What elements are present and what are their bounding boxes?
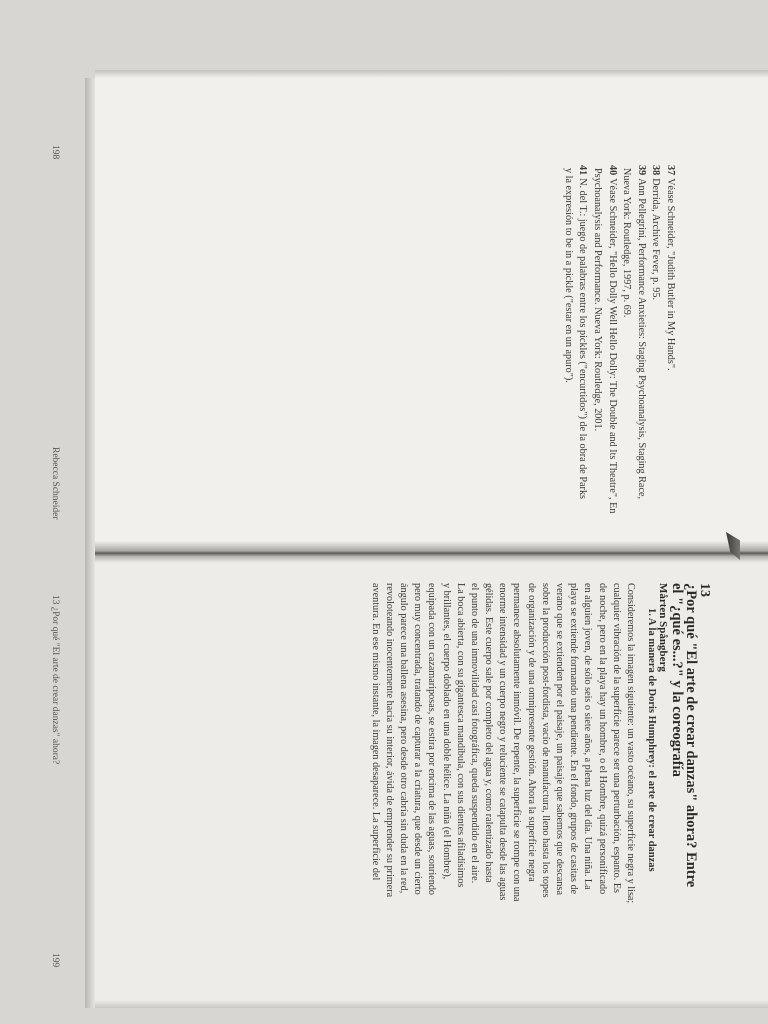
body-line: enorme intensidad y un cuerpo negro y reluciente se catapulta desde las aguas xyxy=(497,583,509,901)
body-line: equipada con un cazamariposas, se estira por encima de las aguas, sonriendo xyxy=(426,583,438,896)
body-line: y brillantes, el cuerpo doblado en una doble hélice. La niña (el Hombre), xyxy=(440,583,452,880)
footnote: 38Derrida, Archive Fever, p. 95. xyxy=(650,165,662,300)
page-top-edge xyxy=(95,70,768,78)
body-line: ángulo parece una ballena asesina, pero desde otro cabría sin duda en la red, xyxy=(398,583,409,894)
footnote-continuation: Psychoanalysis and Performance. Nueva York: Routledge, 2001. xyxy=(592,168,604,432)
body-line: revoloteando inocentemente hacia su interior, ávida de emprender su primera xyxy=(383,583,395,898)
page-bottom-shadow xyxy=(95,1000,768,1008)
footnote: 39Ann Pellegrini, Performance Anxieties: Staging Psychoanalysis, Staging Race, xyxy=(635,165,647,500)
body-line: en alguien joven, de sólo seis o siete años, a plena luz del día. Una niña. La xyxy=(582,583,594,890)
body-line: permanece absolutamente inmóvil. De repente, la superficie se rompe con una xyxy=(511,583,523,902)
body-line: La boca abierta, con su gigantesca mandíbula, con sus dientes afiladísimos xyxy=(454,583,466,888)
book-edge xyxy=(85,78,95,1008)
body-line: verano que se extienden por el paisaje, un paisaje que sabemos que descansa xyxy=(554,583,566,896)
chapter-title-line: ¿Por qué "El arte de crear danzas" ahora? Entre xyxy=(683,583,699,888)
left-running-author: Rebecca Schneider xyxy=(50,447,60,520)
chapter-heading xyxy=(656,583,711,983)
footnote-continuation: Nueva York: Routledge, 1997, p. 69. xyxy=(621,168,633,318)
body-line: playa se extiende formando una pendiente. En el fondo, grupos de casitas de xyxy=(568,583,580,895)
left-page-number: 198 xyxy=(50,145,60,160)
body-line: Consideremos la imagen siguiente: un vasto océano, su superficie negra y lisa; xyxy=(625,583,636,904)
body-line: pero muy concentrada, tratando de capturar a la criatura, que desde un cierto xyxy=(412,583,424,895)
chapter-title-line: el "¿qué es...?" y la coreografía xyxy=(669,583,686,777)
footnote-continuation: y la expresión to be in a pickle ("estar en un apuro"). xyxy=(562,168,574,383)
chapter-number: 13 xyxy=(697,583,712,597)
body-line: cualquier vibración de la superficie parece ser una perturbación, espanto. Es xyxy=(610,583,622,894)
body-line: aventura. En ese mismo instante, la imagen desaparece. La superficie del xyxy=(369,583,381,881)
footnote: 40Véase Schneider, "Hello Dolly Well Hello Dolly: The Double and Its Theatre", En xyxy=(606,165,618,514)
body-line: el punto de una inmovilidad casi fotográfica, queda suspendido en el aire. xyxy=(468,583,480,884)
body-line: de noche, pero en la playa hay un hombre, o el Hombre, quizá personificado xyxy=(596,583,608,895)
body-line: sobre la producción post-fordista, vacío de manufactura, lleno hasta los topes xyxy=(539,583,551,898)
footnote: 41N. del T.: juego de palabras entre los pickles ("encurtidos") de la obra de Parks xyxy=(577,165,589,500)
body-text xyxy=(367,583,637,943)
right-page-number: 199 xyxy=(50,953,60,968)
right-running-head: 13 ¿Por qué "El arte de crear danzas" ahora? xyxy=(50,595,60,765)
footnotes xyxy=(560,165,677,565)
footnote: 37Véase Schneider, "Judith Butler in My Hands". xyxy=(665,165,676,371)
section-heading: 1. A la manera de Doris Humphrey: el arte de crear danzas xyxy=(646,608,657,872)
chapter-author: Mårten Spångberg xyxy=(657,583,669,672)
body-line: de organización y de una omnipresente gestión. Ahora la superficie negra xyxy=(525,583,537,882)
body-line: gélidas. Este cuerpo sale por completo del agua y, como ralentizado hasta xyxy=(483,583,495,883)
